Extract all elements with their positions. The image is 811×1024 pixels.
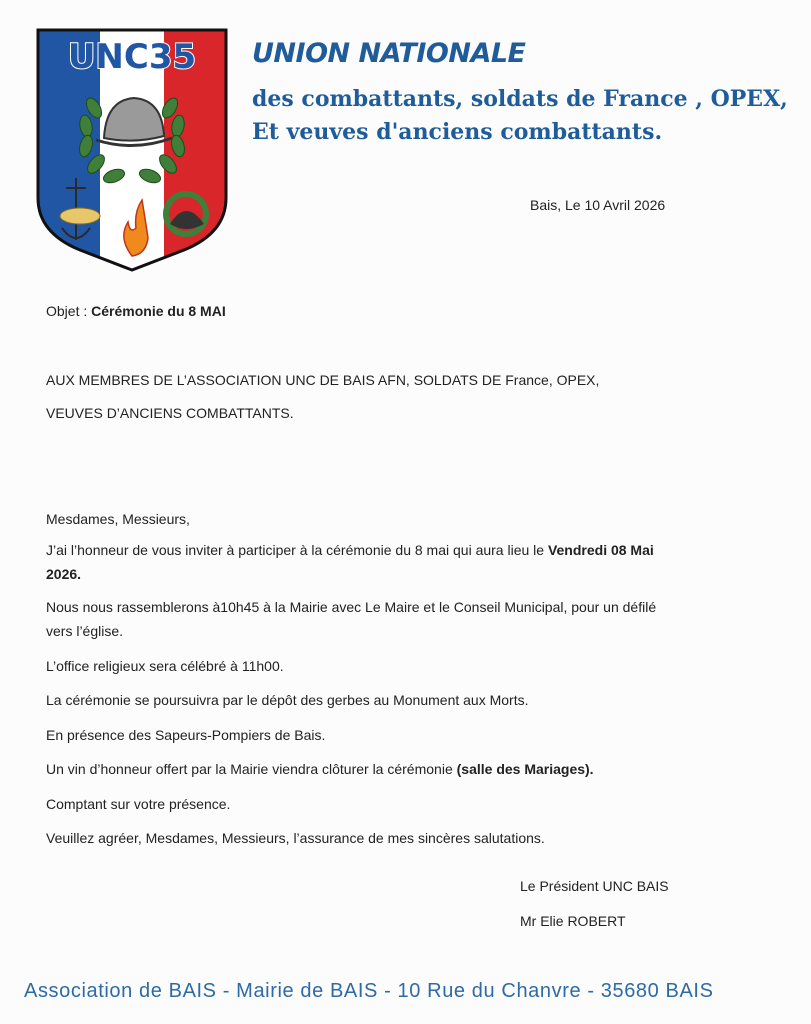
recipients-line1: AUX MEMBRES DE L’ASSOCIATION UNC DE BAIS AFN, SOLDATS DE France, OPEX,	[46, 372, 600, 388]
vin-text: Un vin d’honneur offert par la Mairie viendra clôturer la cérémonie	[46, 761, 457, 777]
org-title: UNION NATIONALE	[252, 38, 526, 69]
gather-line1: Nous nous rassemblerons à10h45 à la Mairie avec Le Maire et le Conseil Municipal, pour un défilé	[46, 599, 657, 615]
invite-year: 2026.	[46, 566, 82, 582]
invite-date: Vendredi 08 Mai	[547, 542, 654, 558]
footer-address: Association de BAIS - Mairie de BAIS - 10 Rue du Chanvre - 35680 BAIS	[24, 980, 714, 1002]
recipients-line2: VEUVES D’ANCIENS COMBATTANTS.	[46, 405, 294, 421]
vin-line	[46, 758, 594, 780]
comptant-line: Comptant sur votre présence.	[46, 796, 231, 812]
office-line: L’office religieux sera célébré à 11h00.	[46, 658, 284, 674]
letter-date: Bais, Le 10 Avril 2026	[530, 197, 666, 213]
invite-line1	[46, 539, 654, 561]
signature-name: Mr Elie ROBERT	[520, 913, 626, 929]
invite-text: J’ai l’honneur de vous inviter à participer à la cérémonie du 8 mai qui aura lieu le	[46, 542, 548, 558]
org-subtitle-line1: des combattants, soldats de France , OPEX,	[252, 86, 788, 112]
logo-text: UNC35	[67, 37, 197, 77]
unc-shield-logo	[34, 28, 230, 272]
greeting: Mesdames, Messieurs,	[46, 511, 190, 527]
objet-value: Cérémonie du 8 MAI	[91, 303, 226, 319]
objet-label: Objet :	[46, 303, 92, 319]
pompiers-line: En présence des Sapeurs-Pompiers de Bais.	[46, 727, 326, 743]
signature-role: Le Président UNC BAIS	[520, 878, 669, 894]
vin-location: (salle des Mariages).	[456, 761, 594, 777]
gather-line2: vers l’église.	[46, 623, 124, 639]
ceremony-line: La cérémonie se poursuivra par le dépôt des gerbes au Monument aux Morts.	[46, 692, 529, 708]
org-subtitle-line2: Et veuves d'anciens combattants.	[252, 119, 663, 145]
salutations-line: Veuillez agréer, Mesdames, Messieurs, l’assurance de mes sincères salutations.	[46, 830, 545, 846]
objet-line	[46, 300, 226, 322]
